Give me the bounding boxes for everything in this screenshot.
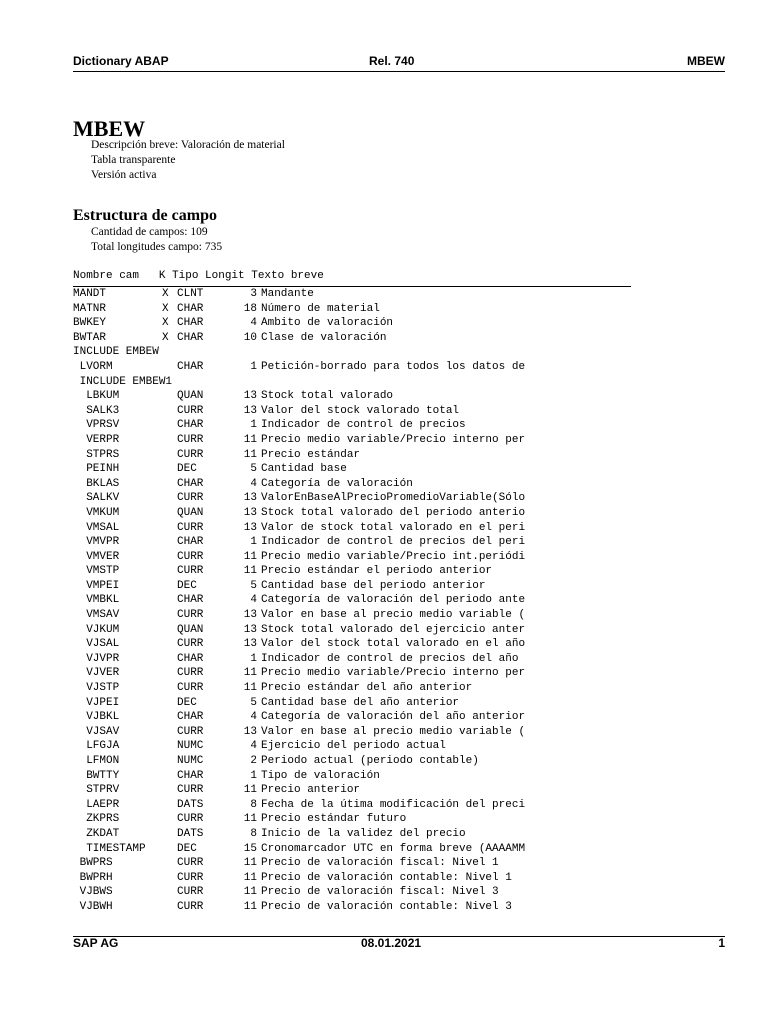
page-header (73, 54, 725, 70)
short-text: Valor en base al precio medio variable ( (261, 725, 526, 738)
table-row (73, 434, 673, 449)
field-name: ZKPRS (73, 813, 120, 826)
field-name: VJSAV (73, 725, 120, 738)
field-name: BWPRS (73, 857, 113, 870)
field-length: 3 (250, 288, 257, 300)
data-type: CURR (177, 682, 204, 695)
field-length: 18 (243, 302, 257, 315)
field-table (73, 288, 673, 916)
page-footer (73, 936, 725, 952)
short-text: Precio de valoración fiscal: Nivel 3 (261, 886, 499, 899)
short-text: Indicador de control de precios (261, 419, 466, 432)
field-length: 11 (243, 886, 257, 899)
data-type: CURR (177, 521, 204, 534)
data-type: CURR (177, 871, 204, 884)
field-length: 4 (250, 740, 257, 753)
short-text: Precio anterior (261, 784, 361, 797)
key-flag: X (162, 302, 169, 315)
field-length: 15 (243, 842, 257, 855)
short-text: Precio de valoración contable: Nivel 3 (261, 900, 512, 913)
data-type: CHAR (177, 477, 204, 490)
field-name: SALK3 (73, 404, 120, 417)
short-text: Precio medio variable/Precio interno per (261, 433, 526, 446)
field-length: 11 (243, 813, 257, 826)
data-type: NUMC (177, 740, 204, 753)
data-type: CURR (177, 725, 204, 738)
table-row (73, 522, 673, 537)
field-length: 1 (250, 536, 257, 549)
short-text: Valor de stock total valorado en el peri (261, 521, 526, 534)
data-type: CHAR (177, 360, 204, 373)
data-type: CURR (177, 886, 204, 899)
short-description: Descripción breve: Valoración de material (91, 139, 285, 151)
short-text: Categoría de valoración (261, 477, 413, 490)
field-length: 11 (243, 900, 257, 913)
short-text: Valor en base al precio medio variable ( (261, 609, 526, 622)
table-row (73, 901, 673, 916)
field-name: TIMESTAMP (73, 842, 146, 855)
short-text: Precio de valoración fiscal: Nivel 1 (261, 857, 499, 870)
data-type: CURR (177, 492, 204, 505)
short-text: Cronomarcador UTC en forma breve (AAAAMM (261, 842, 526, 855)
data-type: CHAR (177, 769, 204, 782)
field-length: 13 (243, 492, 257, 505)
short-text: Clase de valoración (261, 331, 387, 344)
table-kind: Tabla transparente (91, 154, 176, 166)
field-length: 13 (243, 521, 257, 534)
table-version: Versión activa (91, 169, 157, 181)
field-length: 13 (243, 623, 257, 636)
data-type: CURR (177, 667, 204, 680)
field-name: VMVPR (73, 536, 120, 549)
short-text: Categoría de valoración del año anterior (261, 711, 526, 724)
field-length: 13 (243, 404, 257, 417)
field-name: BKLAS (73, 477, 120, 490)
table-row (73, 740, 673, 755)
footer-company: SAP AG (73, 936, 119, 950)
section-title: Estructura de campo (73, 207, 217, 224)
data-type: CURR (177, 900, 204, 913)
table-row (73, 843, 673, 858)
table-row (73, 565, 673, 580)
field-length: 5 (250, 696, 257, 709)
table-row (73, 332, 673, 347)
short-text: Cantidad base (261, 463, 347, 476)
short-text: Número de material (261, 302, 380, 315)
table-row (73, 594, 673, 609)
table-row (73, 770, 673, 785)
field-name: BWKEY (73, 317, 107, 330)
field-length: 11 (243, 433, 257, 446)
key-flag: X (162, 331, 169, 344)
key-flag: X (162, 317, 169, 330)
field-length: 11 (243, 565, 257, 578)
field-length: 4 (250, 477, 257, 490)
field-length: 1 (250, 360, 257, 373)
header-divider (73, 71, 725, 72)
short-text: Categoría de valoración del periodo ante (261, 594, 526, 607)
table-row (73, 478, 673, 493)
field-name: BWTAR (73, 331, 107, 344)
field-name: VJSAL (73, 638, 120, 651)
data-type: CHAR (177, 302, 204, 315)
column-header-divider (73, 286, 631, 287)
short-text: Precio medio variable/Precio interno per (261, 667, 526, 680)
field-length: 11 (243, 857, 257, 870)
table-row (73, 463, 673, 478)
short-text: Cantidad base del periodo anterior (261, 579, 486, 592)
field-name: VJVER (73, 667, 120, 680)
field-name: VJBKL (73, 711, 120, 724)
field-length: 11 (243, 550, 257, 563)
short-text: Ejercicio del periodo actual (261, 740, 446, 753)
column-header: Nombre cam K Tipo Longit Texto breve (73, 270, 324, 282)
field-name: BWTTY (73, 769, 120, 782)
table-row (73, 405, 673, 420)
field-name: VMSTP (73, 565, 120, 578)
short-text: Stock total valorado del periodo anterio (261, 506, 526, 519)
table-row (73, 507, 673, 522)
footer-page-number: 1 (718, 936, 725, 950)
data-type: DATS (177, 798, 204, 811)
field-name: MATNR (73, 302, 107, 315)
field-length: 5 (250, 463, 257, 476)
data-type: CURR (177, 565, 204, 578)
table-row (73, 828, 673, 843)
field-name: VMBKL (73, 594, 120, 607)
data-type: CURR (177, 433, 204, 446)
table-row (73, 813, 673, 828)
short-text: Precio medio variable/Precio int.periódi (261, 550, 526, 563)
table-row (73, 711, 673, 726)
data-type: CURR (177, 609, 204, 622)
short-text: ValorEnBaseAlPrecioPromedioVariable(Sólo (261, 492, 526, 505)
field-name: LAEPR (73, 798, 120, 811)
short-text: Stock total valorado del ejercicio anter (261, 623, 526, 636)
table-row (73, 755, 673, 770)
field-length: 10 (243, 331, 257, 344)
field-length: 13 (243, 725, 257, 738)
table-row (73, 551, 673, 566)
field-length: 4 (250, 317, 257, 330)
table-row (73, 886, 673, 901)
field-name: BWPRH (73, 871, 113, 884)
field-length: 8 (250, 798, 257, 811)
data-type: CURR (177, 638, 204, 651)
data-type: QUAN (177, 623, 204, 636)
field-name: VPRSV (73, 419, 120, 432)
field-name: INCLUDE EMBEW (73, 346, 159, 359)
data-type: CHAR (177, 331, 204, 344)
short-text: Precio de valoración contable: Nivel 1 (261, 871, 512, 884)
key-flag: X (162, 288, 169, 300)
data-type: CURR (177, 448, 204, 461)
field-length: 11 (243, 871, 257, 884)
short-text: Mandante (261, 288, 314, 300)
field-name: LFMON (73, 755, 120, 767)
table-row (73, 799, 673, 814)
data-type: DEC (177, 696, 197, 709)
data-type: CHAR (177, 594, 204, 607)
field-name: VMVER (73, 550, 120, 563)
table-row (73, 609, 673, 624)
field-length: 11 (243, 448, 257, 461)
header-release: Rel. 740 (369, 54, 415, 68)
field-name: VERPR (73, 433, 120, 446)
short-text: Indicador de control de precios del año (261, 652, 519, 665)
table-row (73, 346, 673, 361)
field-name: VMKUM (73, 506, 120, 519)
table-row (73, 784, 673, 799)
field-name: ZKDAT (73, 827, 120, 840)
field-length: 2 (250, 755, 257, 767)
header-left: Dictionary ABAP (73, 54, 169, 68)
data-type: QUAN (177, 390, 204, 403)
data-type: QUAN (177, 506, 204, 519)
field-length: 11 (243, 784, 257, 797)
table-row (73, 419, 673, 434)
field-name: VJVPR (73, 652, 120, 665)
field-length: 5 (250, 579, 257, 592)
field-length: 1 (250, 769, 257, 782)
field-length: 11 (243, 667, 257, 680)
field-name: STPRV (73, 784, 120, 797)
table-row (73, 857, 673, 872)
field-name: VJBWH (73, 900, 113, 913)
short-text: Precio estándar (261, 448, 361, 461)
data-type: CURR (177, 784, 204, 797)
field-length: 8 (250, 827, 257, 840)
table-row (73, 624, 673, 639)
field-length: 1 (250, 652, 257, 665)
table-row (73, 492, 673, 507)
field-name: STPRS (73, 448, 120, 461)
data-type: CLNT (177, 288, 204, 300)
table-row (73, 638, 673, 653)
field-name: VJKUM (73, 623, 120, 636)
short-text: Indicador de control de precios del peri (261, 536, 526, 549)
short-text: Ámbito de valoración (261, 317, 394, 330)
total-length: Total longitudes campo: 735 (91, 241, 223, 253)
table-row (73, 697, 673, 712)
field-length: 13 (243, 506, 257, 519)
data-type: DEC (177, 463, 197, 476)
short-text: Inicio de la validez del precio (261, 827, 466, 840)
field-name: MANDT (73, 288, 107, 300)
field-name: VJSTP (73, 682, 120, 695)
short-text: Petición-borrado para todos los datos de (261, 360, 526, 373)
short-text: Valor del stock valorado total (261, 404, 460, 417)
table-row (73, 390, 673, 405)
table-row (73, 449, 673, 464)
data-type: DATS (177, 827, 204, 840)
table-row (73, 682, 673, 697)
data-type: DEC (177, 579, 197, 592)
field-name: VMPEI (73, 579, 120, 592)
short-text: Periodo actual (periodo contable) (261, 755, 479, 767)
data-type: CHAR (177, 711, 204, 724)
data-type: CURR (177, 404, 204, 417)
field-length: 4 (250, 711, 257, 724)
table-row (73, 580, 673, 595)
field-count: Cantidad de campos: 109 (91, 226, 208, 238)
field-length: 4 (250, 594, 257, 607)
table-row (73, 667, 673, 682)
header-table-name: MBEW (687, 54, 725, 68)
field-length: 13 (243, 390, 257, 403)
field-name: VMSAV (73, 609, 120, 622)
field-name: LBKUM (73, 390, 120, 403)
table-row (73, 361, 673, 376)
short-text: Precio estándar del año anterior (261, 682, 473, 695)
field-name: LVORM (73, 360, 113, 373)
table-row (73, 317, 673, 332)
data-type: CHAR (177, 652, 204, 665)
field-name: VJBWS (73, 886, 113, 899)
data-type: CURR (177, 857, 204, 870)
short-text: Stock total valorado (261, 390, 394, 403)
table-title: MBEW (73, 116, 146, 141)
data-type: CHAR (177, 536, 204, 549)
short-text: Tipo de valoración (261, 769, 380, 782)
data-type: CHAR (177, 419, 204, 432)
data-type: DEC (177, 842, 197, 855)
short-text: Fecha de la útima modificación del preci (261, 798, 526, 811)
table-row (73, 872, 673, 887)
field-name: PEINH (73, 463, 120, 476)
field-name: VJPEI (73, 696, 120, 709)
data-type: NUMC (177, 755, 204, 767)
short-text: Valor del stock total valorado en el año (261, 638, 526, 651)
table-row (73, 288, 673, 303)
field-name: VMSAL (73, 521, 120, 534)
short-text: Cantidad base del año anterior (261, 696, 460, 709)
field-name: SALKV (73, 492, 120, 505)
data-type: CHAR (177, 317, 204, 330)
short-text: Precio estándar futuro (261, 813, 407, 826)
field-length: 1 (250, 419, 257, 432)
footer-date: 08.01.2021 (361, 936, 422, 950)
table-row (73, 726, 673, 741)
table-row (73, 303, 673, 318)
field-name: LFGJA (73, 740, 120, 753)
table-row (73, 653, 673, 668)
table-row (73, 536, 673, 551)
table-row (73, 376, 673, 391)
short-text: Precio estándar el periodo anterior (261, 565, 493, 578)
data-type: CURR (177, 813, 204, 826)
field-length: 11 (243, 682, 257, 695)
field-name: INCLUDE EMBEW1 (73, 375, 173, 388)
field-length: 13 (243, 638, 257, 651)
field-length: 13 (243, 609, 257, 622)
data-type: CURR (177, 550, 204, 563)
